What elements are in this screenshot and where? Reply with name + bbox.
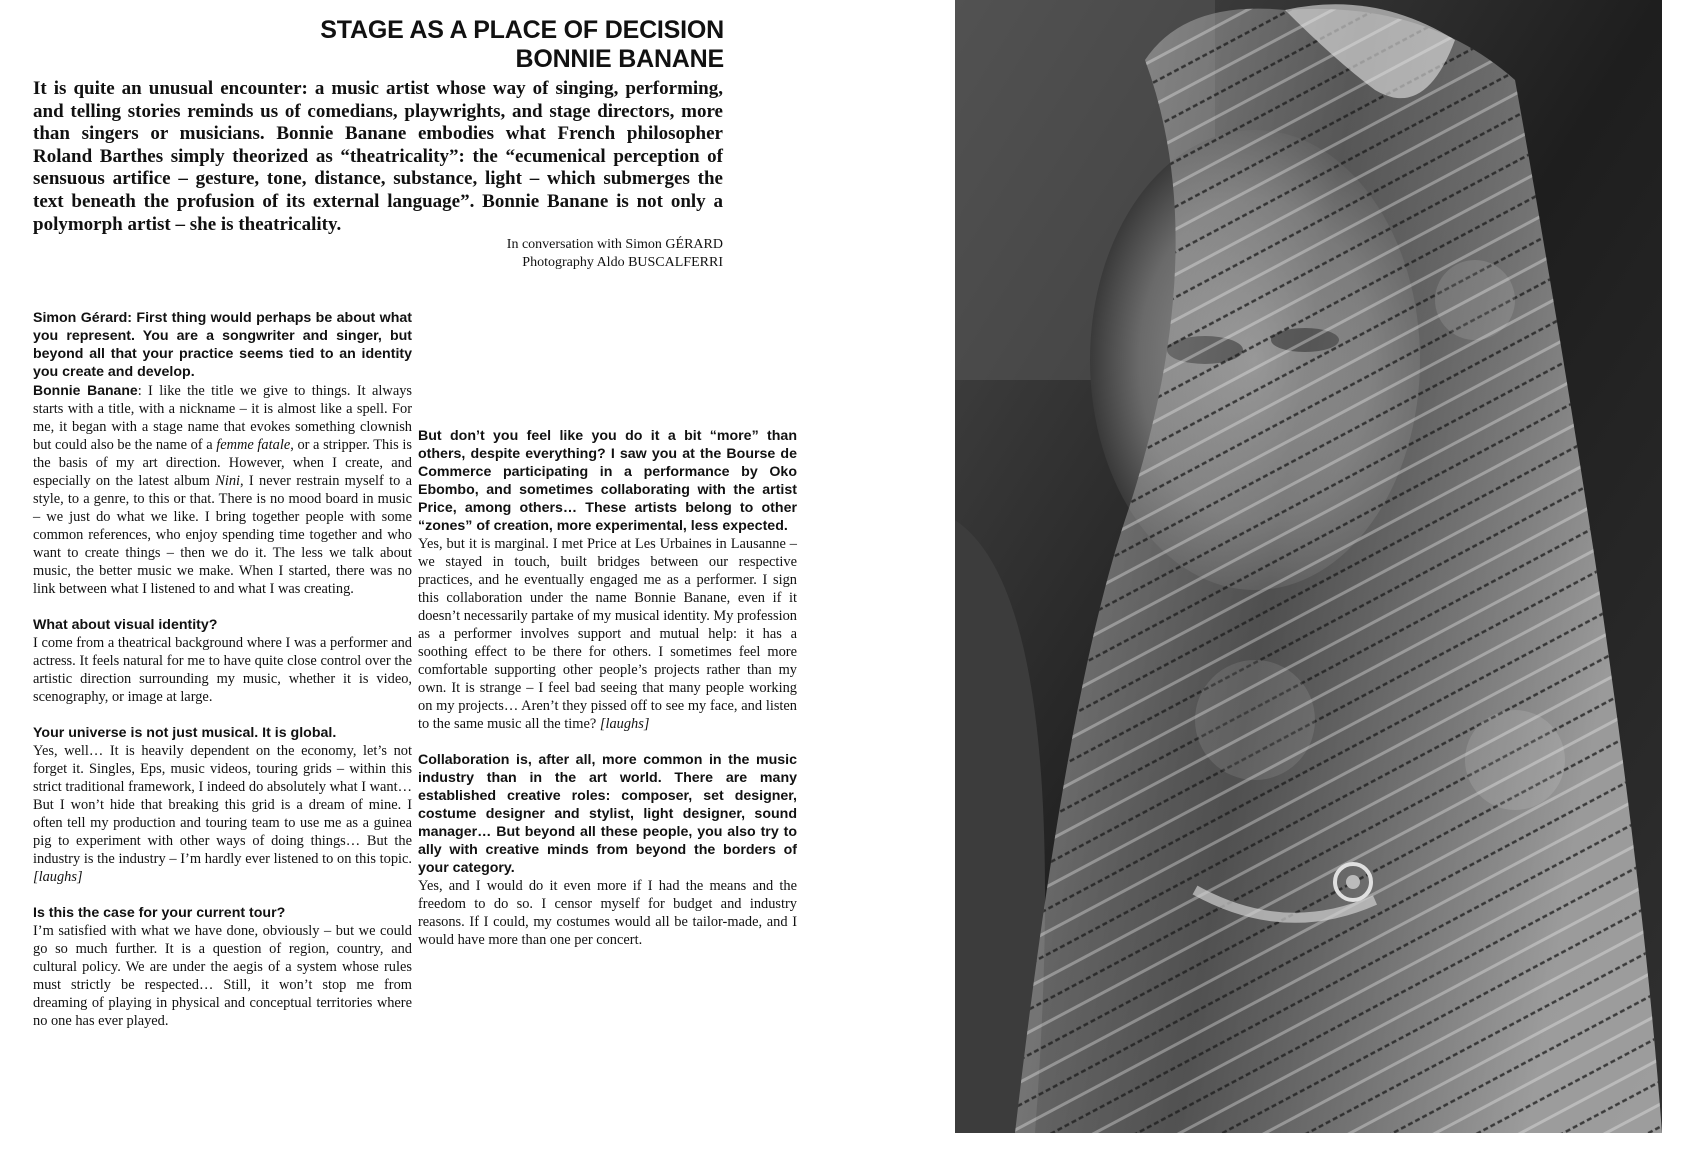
- question-1: Simon Gérard: First thing would perhaps be about what you represent. You are a songwriter and singer, but beyond all that your practice seems tied to an identity you create and develop.: [33, 310, 412, 380]
- portrait-photo-icon: [955, 0, 1662, 1133]
- article-page: [0, 0, 797, 1150]
- question-5: But don’t you feel like you do it a bit “more” than others, despite everything? I saw you at the Bourse de Commerce participating in a performance by Oko Ebombo, and sometimes collaborating with the artist Price, among others… These artists belong to other “zones” of creation, more experimental, less expected.: [418, 428, 797, 534]
- answer-4: I’m satisfied with what we have done, obviously – but we could go so much further. It is a question of region, country, and cultural policy. We are under the aegis of a system whose rules must strictly be respected… Still, it won’t stop me from dreaming of playing in physical and conceptual territories where no one has ever played.: [33, 923, 412, 1029]
- article-title: [104, 16, 724, 74]
- answer-3: [33, 742, 412, 886]
- answer-1-part-3: , I never restrain myself to a style, to a genre, to this or that. There is no mood board in music – we just do what we like. I bring together people with some common references, who enjoy spending time together and who want to create things – then we do it. The less we talk about music, the better music we make. When I started, there was no link between what I listened to and what I was creating.: [33, 473, 412, 597]
- intro-paragraph: It is quite an unusual encounter: a music artist whose way of singing, performing, and telling stories reminds us of comedians, playwrights, and stage directors, more than singers or musicians. Bonnie Banane embodies what French philosopher Roland Barthes simply theorized as “theatricality”: the “ecumenical perception of sensuous artifice – gesture, tone, distance, substance, light – which submerges the text beneath the profusion of its external language”. Bonnie Banane is not only a polymorph artist – she is theatricality.: [33, 78, 723, 235]
- answer-1-emphasis-1: femme fatale: [216, 437, 291, 453]
- answer-2: I come from a theatrical background where I was a performer and actress. It feels natural for me to have quite close control over the artistic direction surrounding my music, whether it is video, scenography, or image at large.: [33, 635, 412, 705]
- answer-3-laughs: [laughs]: [33, 869, 83, 885]
- question-3: Your universe is not just musical. It is global.: [33, 725, 337, 741]
- speaker-name: Bonnie Banane: [33, 382, 138, 398]
- answer-5: [418, 535, 797, 733]
- interview-column-1: [33, 309, 412, 1030]
- credit-photography: Photography Aldo BUSCALFERRI: [522, 255, 723, 270]
- question-6: Collaboration is, after all, more common in the music industry than in the art world. There are many established creative roles: composer, set designer, costume designer and stylist, light designer, sound manager… But beyond all these people, you also try to ally with creative minds from beyond the borders of your category.: [418, 752, 797, 876]
- answer-6: Yes, and I would do it even more if I had the means and the freedom to do so. I censor myself for budget and industry reasons. If I could, my costumes would all be tailor-made, and I would have more than one per concert.: [418, 878, 797, 948]
- title-line-2: BONNIE BANANE: [515, 45, 724, 73]
- answer-1-part-2: , or a stripper. This is the basis of my art direction. However, when I create, and especially on the latest album: [33, 437, 412, 489]
- question-2: What about visual identity?: [33, 617, 218, 633]
- answer-3-text: Yes, well… It is heavily dependent on the economy, let’s not forget it. Singles, Eps, music videos, touring grids – within this strict traditional framework, I indeed do absolutely what I want… But I won’t hide that breaking this grid is a dream of mine. I often tell my production and touring team to use me as a guinea pig to experiment with other ways of doing things… But the industry is the industry – I’m hardly ever listened to on this topic.: [33, 743, 412, 867]
- title-line-1: STAGE AS A PLACE OF DECISION: [320, 16, 724, 44]
- question-4: Is this the case for your current tour?: [33, 905, 286, 921]
- credits: [323, 236, 723, 272]
- answer-5-text: Yes, but it is marginal. I met Price at Les Urbaines in Lausanne – we stayed in touch, built bridges between our respective practices, and he eventually engaged me as a performer. I sign this collaboration under the name Bonnie Banane, even if it doesn’t necessarily partake of my musical identity. My profession as a performer involves support and mutual help: it has a soothing effect to be there for others. I sometimes feel more comfortable supporting other people’s projects rather than my own. It is strange – I feel bad seeing that many people working on my projects… Aren’t they pissed off to see my face, and listen to the same music all the time?: [418, 536, 797, 732]
- answer-1: [33, 381, 412, 598]
- interview-column-2: [418, 427, 797, 949]
- credit-conversation: In conversation with Simon GÉRARD: [506, 237, 723, 252]
- answer-1-part-1: : I like the title we give to things. It always starts with a title, with a nickname – it is almost like a spell. For me, it began with a stage name that evokes something clownish but could also be the name of a: [33, 383, 413, 453]
- portrait-photo: [955, 0, 1662, 1133]
- answer-5-laughs: [laughs]: [599, 716, 650, 732]
- answer-1-emphasis-2: Nini: [215, 473, 241, 489]
